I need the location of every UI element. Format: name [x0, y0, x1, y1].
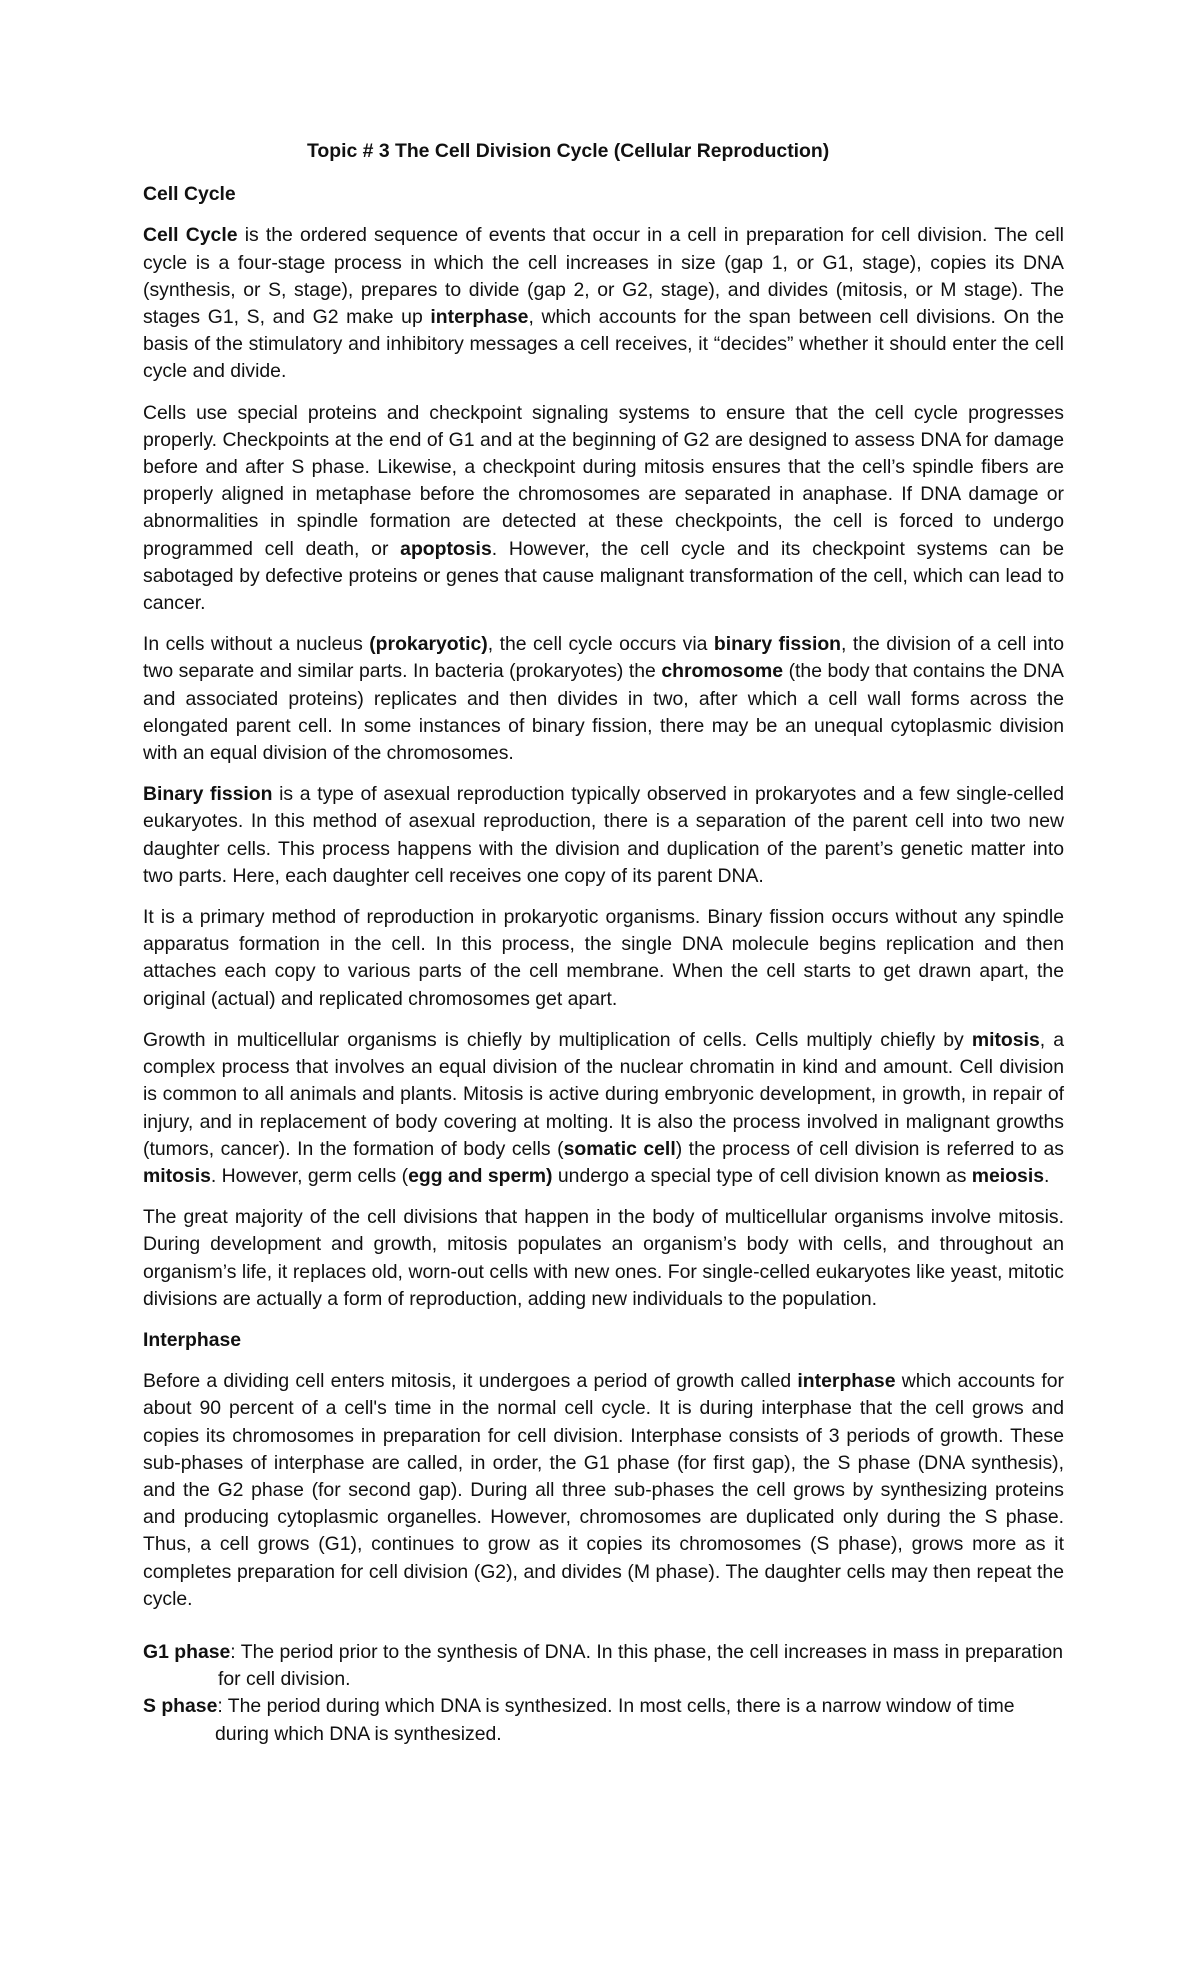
text-run: . However, the cell cycle and its checkpoint systems can be sabotaged by defective proteins or genes that cause malignant transformation of the cell, which can lead to cancer. — [143, 537, 1064, 615]
document-page — [143, 138, 1064, 1748]
bold-term: meiosis — [971, 1164, 1044, 1187]
text-run: , the division of a cell into two separate and similar parts. In bacteria (prokaryotes) the — [143, 633, 1064, 683]
section-heading: Cell Cycle — [143, 183, 236, 206]
paragraph — [143, 1368, 1064, 1613]
paragraph — [143, 1027, 1064, 1190]
bold-term: egg and sperm) — [408, 1164, 553, 1187]
paragraph — [143, 1204, 1064, 1313]
text-run: Growth in multicellular organisms is chiefly by multiplication of cells. Cells multiply chiefly by — [143, 1028, 972, 1051]
bold-term: somatic cell — [563, 1137, 676, 1160]
text-run: which accounts for about 90 percent of a cell's time in the normal cell cycle. It is during interphase that the cell grows and copies its chromosomes in preparation for cell division. Interphase consists of 3 periods of growth. These sub-phases of interphase are called, in order, the G1 phase (for first gap), the S phase (DNA synthesis), and the G2 phase (for second gap). During all three sub-phases the cell grows by synthesizing proteins and producing cytoplasmic organelles. However, chromosomes are duplicated only during the S phase. Thus, a cell grows (G1), continues to grow as it copies its chromosomes (S phase), grows more as it completes preparation for cell division (G2), and divides (M phase). The daughter cells may then repeat the cycle. — [143, 1370, 1064, 1610]
text-run: is the ordered sequence of events that occur in a cell in preparation for cell division. The cell cycle is a four-stage process in which the cell increases in size (gap 1, or G1, stage), copies its DNA (synthesis, or S, stage), prepares to divide (gap 2, or G2, stage), and divides (mitosis, or M stage). The stages G1, S, and G2 make up — [143, 224, 1064, 329]
text-run: Before a dividing cell enters mitosis, it undergoes a period of growth called — [143, 1370, 798, 1393]
paragraph — [143, 781, 1064, 890]
text-run: , a complex process that involves an equal division of the nuclear chromatin in kind and amount. Cell division is common to all animals and plants. Mitosis is active during embryonic development, in growth, in repair of injury, and in replacement of body covering at molting. It is also the process involved in malignant growths (tumors, cancer). In the formation of body cells ( — [143, 1028, 1064, 1160]
text-run: . However, germ cells ( — [210, 1164, 409, 1187]
definition-text: : The period during which DNA is synthesized. In most cells, there is a narrow window of time during which DNA is synthesized. — [215, 1695, 1015, 1745]
definition-text: : The period prior to the synthesis of DNA. In this phase, the cell increases in mass in preparation for cell division. — [218, 1640, 1064, 1691]
bold-term: interphase — [797, 1370, 896, 1393]
page-title: Topic # 3 The Cell Division Cycle (Cellular Reproduction) — [307, 140, 830, 162]
definition-item — [143, 1693, 1064, 1747]
paragraph — [143, 904, 1064, 1013]
bold-term: Binary fission — [143, 783, 273, 806]
text-run: (the body that contains the DNA and associated proteins) replicates and then divides in two, after which a cell wall forms across the elongated parent cell. In some instances of binary fission, there may be an unequal cytoplasmic division with an equal division of the chromosomes. — [143, 660, 1064, 765]
text-run: undergo a special type of cell division known as — [552, 1164, 972, 1187]
text-run: The great majority of the cell divisions that happen in the body of multicellular organisms involve mitosis. During development and growth, mitosis populates an organism’s body with cells, and throughout an organism’s life, it replaces old, worn-out cells with new ones. For single-celled eukaryotes like yeast, mitotic divisions are actually a form of reproduction, adding new individuals to the population. — [143, 1206, 1064, 1310]
bold-term: (prokaryotic) — [369, 633, 488, 656]
bold-term: apoptosis — [400, 537, 492, 560]
text-run: In cells without a nucleus — [143, 633, 370, 656]
text-run: , the cell cycle occurs via — [487, 633, 714, 656]
paragraph — [143, 222, 1064, 385]
bold-term: mitosis — [143, 1164, 211, 1187]
definition-item — [143, 1639, 1064, 1693]
document-body — [143, 181, 1064, 1613]
text-run: ) the process of cell division is referred to as — [675, 1137, 1065, 1160]
bold-term: Cell Cycle — [143, 224, 238, 247]
text-run: , which accounts for the span between cell divisions. On the basis of the stimulatory and inhibitory messages a cell receives, it “decides” whether it should enter the cell cycle and divide. — [143, 306, 1064, 383]
phase-definitions — [143, 1639, 1064, 1748]
section-heading: Interphase — [143, 1328, 242, 1351]
bold-term: mitosis — [971, 1028, 1040, 1051]
paragraph — [143, 400, 1064, 618]
text-run: . — [1044, 1164, 1050, 1187]
text-run: It is a primary method of reproduction in prokaryotic organisms. Binary fission occurs without any spindle apparatus formation in the cell. In this process, the single DNA molecule begins replication and then attaches each copy to various parts of the cell membrane. When the cell starts to get drawn apart, the original (actual) and replicated chromosomes get apart. — [143, 906, 1064, 1010]
bold-term: binary fission — [713, 633, 842, 656]
bold-term: chromosome — [661, 660, 784, 683]
paragraph — [143, 631, 1064, 767]
definition-term: G1 phase — [143, 1640, 231, 1663]
text-run: Cells use special proteins and checkpoint signaling systems to ensure that the cell cycle progresses properly. Checkpoints at the end of G1 and at the beginning of G2 are designed to assess DNA for damage before and after S phase. Likewise, a checkpoint during mitosis ensures that the cell’s spindle fibers are properly aligned in metaphase before the chromosomes are separated in anaphase. If DNA damage or abnormalities in spindle formation are detected at these checkpoints, the cell is forced to undergo programmed cell death, or — [143, 401, 1064, 560]
definition-term: S phase — [143, 1695, 218, 1718]
text-run: is a type of asexual reproduction typically observed in prokaryotes and a few single-celled eukaryotes. In this method of asexual reproduction, there is a separation of the parent cell into two new daughter cells. This process happens with the division and duplication of the parent’s genetic matter into two parts. Here, each daughter cell receives one copy of its parent DNA. — [143, 783, 1064, 887]
bold-term: interphase — [430, 306, 529, 329]
